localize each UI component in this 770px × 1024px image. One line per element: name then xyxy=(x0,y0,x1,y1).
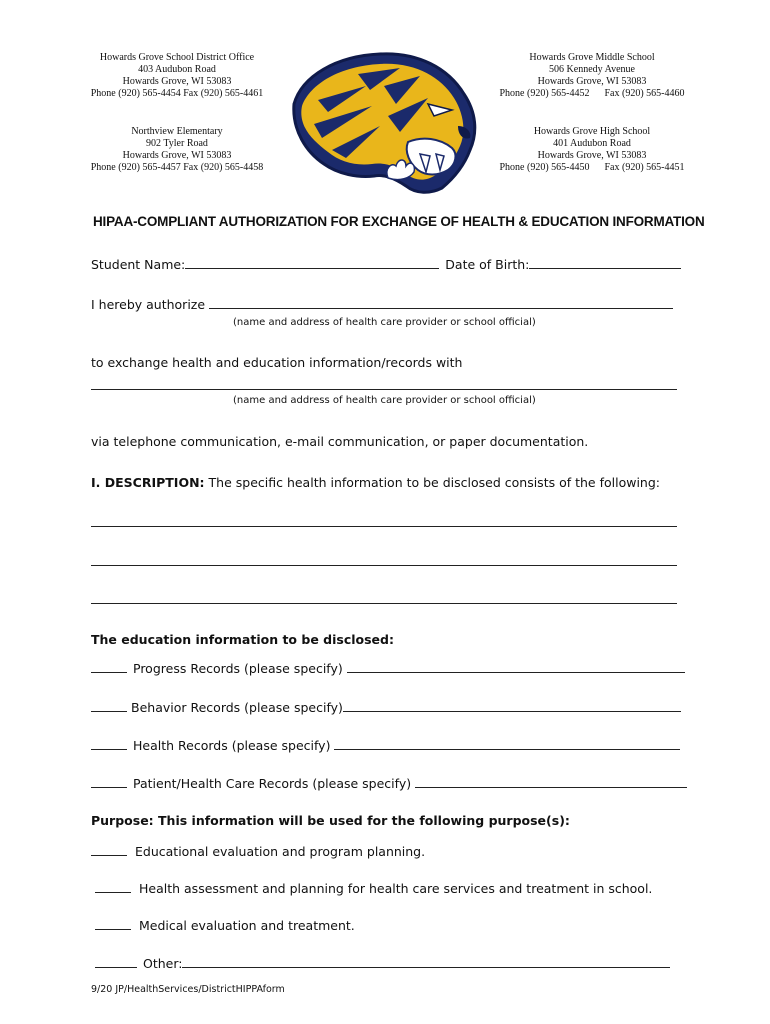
district-office-address xyxy=(88,52,266,100)
education-heading: The education information to be disclosed: xyxy=(91,632,394,647)
behavior-specify-field[interactable] xyxy=(343,699,681,712)
progress-specify-field[interactable] xyxy=(347,660,685,673)
description-field-3[interactable] xyxy=(91,603,677,604)
district-office-city: Howards Grove, WI 53083 xyxy=(122,76,232,87)
middle-school-address xyxy=(497,52,687,100)
student-name-field[interactable] xyxy=(185,256,439,269)
description-label: I. DESCRIPTION: xyxy=(91,475,205,490)
high-school-address xyxy=(497,126,687,174)
form-title: HIPAA-COMPLIANT AUTHORIZATION FOR EXCHANGE OF HEALTH & EDUCATION INFORMATION xyxy=(93,214,705,229)
education-item-behavior xyxy=(91,699,681,715)
patient-label: Patient/Health Care Records (please specify) xyxy=(133,776,412,791)
behavior-label: Behavior Records (please specify) xyxy=(131,700,343,715)
health-assessment-label: Health assessment and planning for health care services and treatment in school. xyxy=(139,881,653,896)
purpose-item-educational xyxy=(91,843,425,859)
educational-label: Educational evaluation and program planning. xyxy=(135,844,426,859)
exchange-label: to exchange health and education information/records with xyxy=(91,355,463,370)
northview-phone: Phone (920) 565-4457 Fax (920) 565-4458 xyxy=(90,162,264,173)
authorize-hint: (name and address of health care provider or school official) xyxy=(233,317,536,328)
student-name-label: Student Name: xyxy=(91,257,186,272)
district-office-name: Howards Grove School District Office xyxy=(99,52,255,63)
dob-field[interactable] xyxy=(529,256,681,269)
via-text: via telephone communication, e-mail communication, or paper documentation. xyxy=(91,434,589,449)
purpose-item-health-assessment xyxy=(95,880,652,896)
education-item-patient xyxy=(91,775,687,791)
northview-city: Howards Grove, WI 53083 xyxy=(122,150,232,161)
education-item-progress xyxy=(91,660,685,676)
northview-name: Northview Elementary xyxy=(131,126,223,137)
high-school-city: Howards Grove, WI 53083 xyxy=(537,150,647,161)
medical-checkbox-line[interactable] xyxy=(95,917,131,930)
purpose-item-medical xyxy=(95,917,355,933)
authorize-field[interactable] xyxy=(209,296,673,309)
patient-specify-field[interactable] xyxy=(415,775,687,788)
exchange-field[interactable] xyxy=(91,389,677,390)
educational-checkbox-line[interactable] xyxy=(91,843,127,856)
description-field-2[interactable] xyxy=(91,565,677,566)
middle-school-street: 506 Kennedy Avenue xyxy=(549,64,635,75)
district-office-phone: Phone (920) 565-4454 Fax (920) 565-4461 xyxy=(90,88,264,99)
dob-label: Date of Birth: xyxy=(445,257,530,272)
middle-school-phone: Phone (920) 565-4452 Fax (920) 565-4460 xyxy=(499,88,685,99)
footer-code: 9/20 JP/HealthServices/DistrictHIPPAform xyxy=(91,984,285,995)
health-label: Health Records (please specify) xyxy=(133,738,331,753)
behavior-checkbox-line[interactable] xyxy=(91,699,127,712)
purpose-item-other xyxy=(95,955,670,971)
other-checkbox-line[interactable] xyxy=(95,955,137,968)
description-field-1[interactable] xyxy=(91,526,677,527)
progress-label: Progress Records (please specify) xyxy=(133,661,343,676)
authorize-row xyxy=(91,296,673,312)
district-office-street: 403 Audubon Road xyxy=(138,64,216,75)
purpose-heading: Purpose: This information will be used for the following purpose(s): xyxy=(91,813,570,828)
description-line xyxy=(91,475,660,490)
high-school-phone: Phone (920) 565-4450 Fax (920) 565-4451 xyxy=(499,162,685,173)
health-specify-field[interactable] xyxy=(334,737,680,750)
other-label: Other: xyxy=(143,956,183,971)
health-checkbox-line[interactable] xyxy=(91,737,127,750)
high-school-street: 401 Audubon Road xyxy=(553,138,631,149)
patient-checkbox-line[interactable] xyxy=(91,775,127,788)
education-item-health xyxy=(91,737,680,753)
northview-street: 902 Tyler Road xyxy=(146,138,208,149)
description-text: The specific health information to be disclosed consists of the following: xyxy=(204,475,660,490)
progress-checkbox-line[interactable] xyxy=(91,660,127,673)
middle-school-name: Howards Grove Middle School xyxy=(529,52,655,63)
middle-school-city: Howards Grove, WI 53083 xyxy=(537,76,647,87)
high-school-name: Howards Grove High School xyxy=(533,126,651,137)
student-row xyxy=(91,256,681,272)
other-specify-field[interactable] xyxy=(182,955,670,968)
authorize-label: I hereby authorize xyxy=(91,297,206,312)
exchange-hint: (name and address of health care provider or school official) xyxy=(233,395,536,406)
northview-address xyxy=(88,126,266,174)
health-assessment-checkbox-line[interactable] xyxy=(95,880,131,893)
tiger-head-logo xyxy=(288,46,480,196)
medical-label: Medical evaluation and treatment. xyxy=(139,918,355,933)
